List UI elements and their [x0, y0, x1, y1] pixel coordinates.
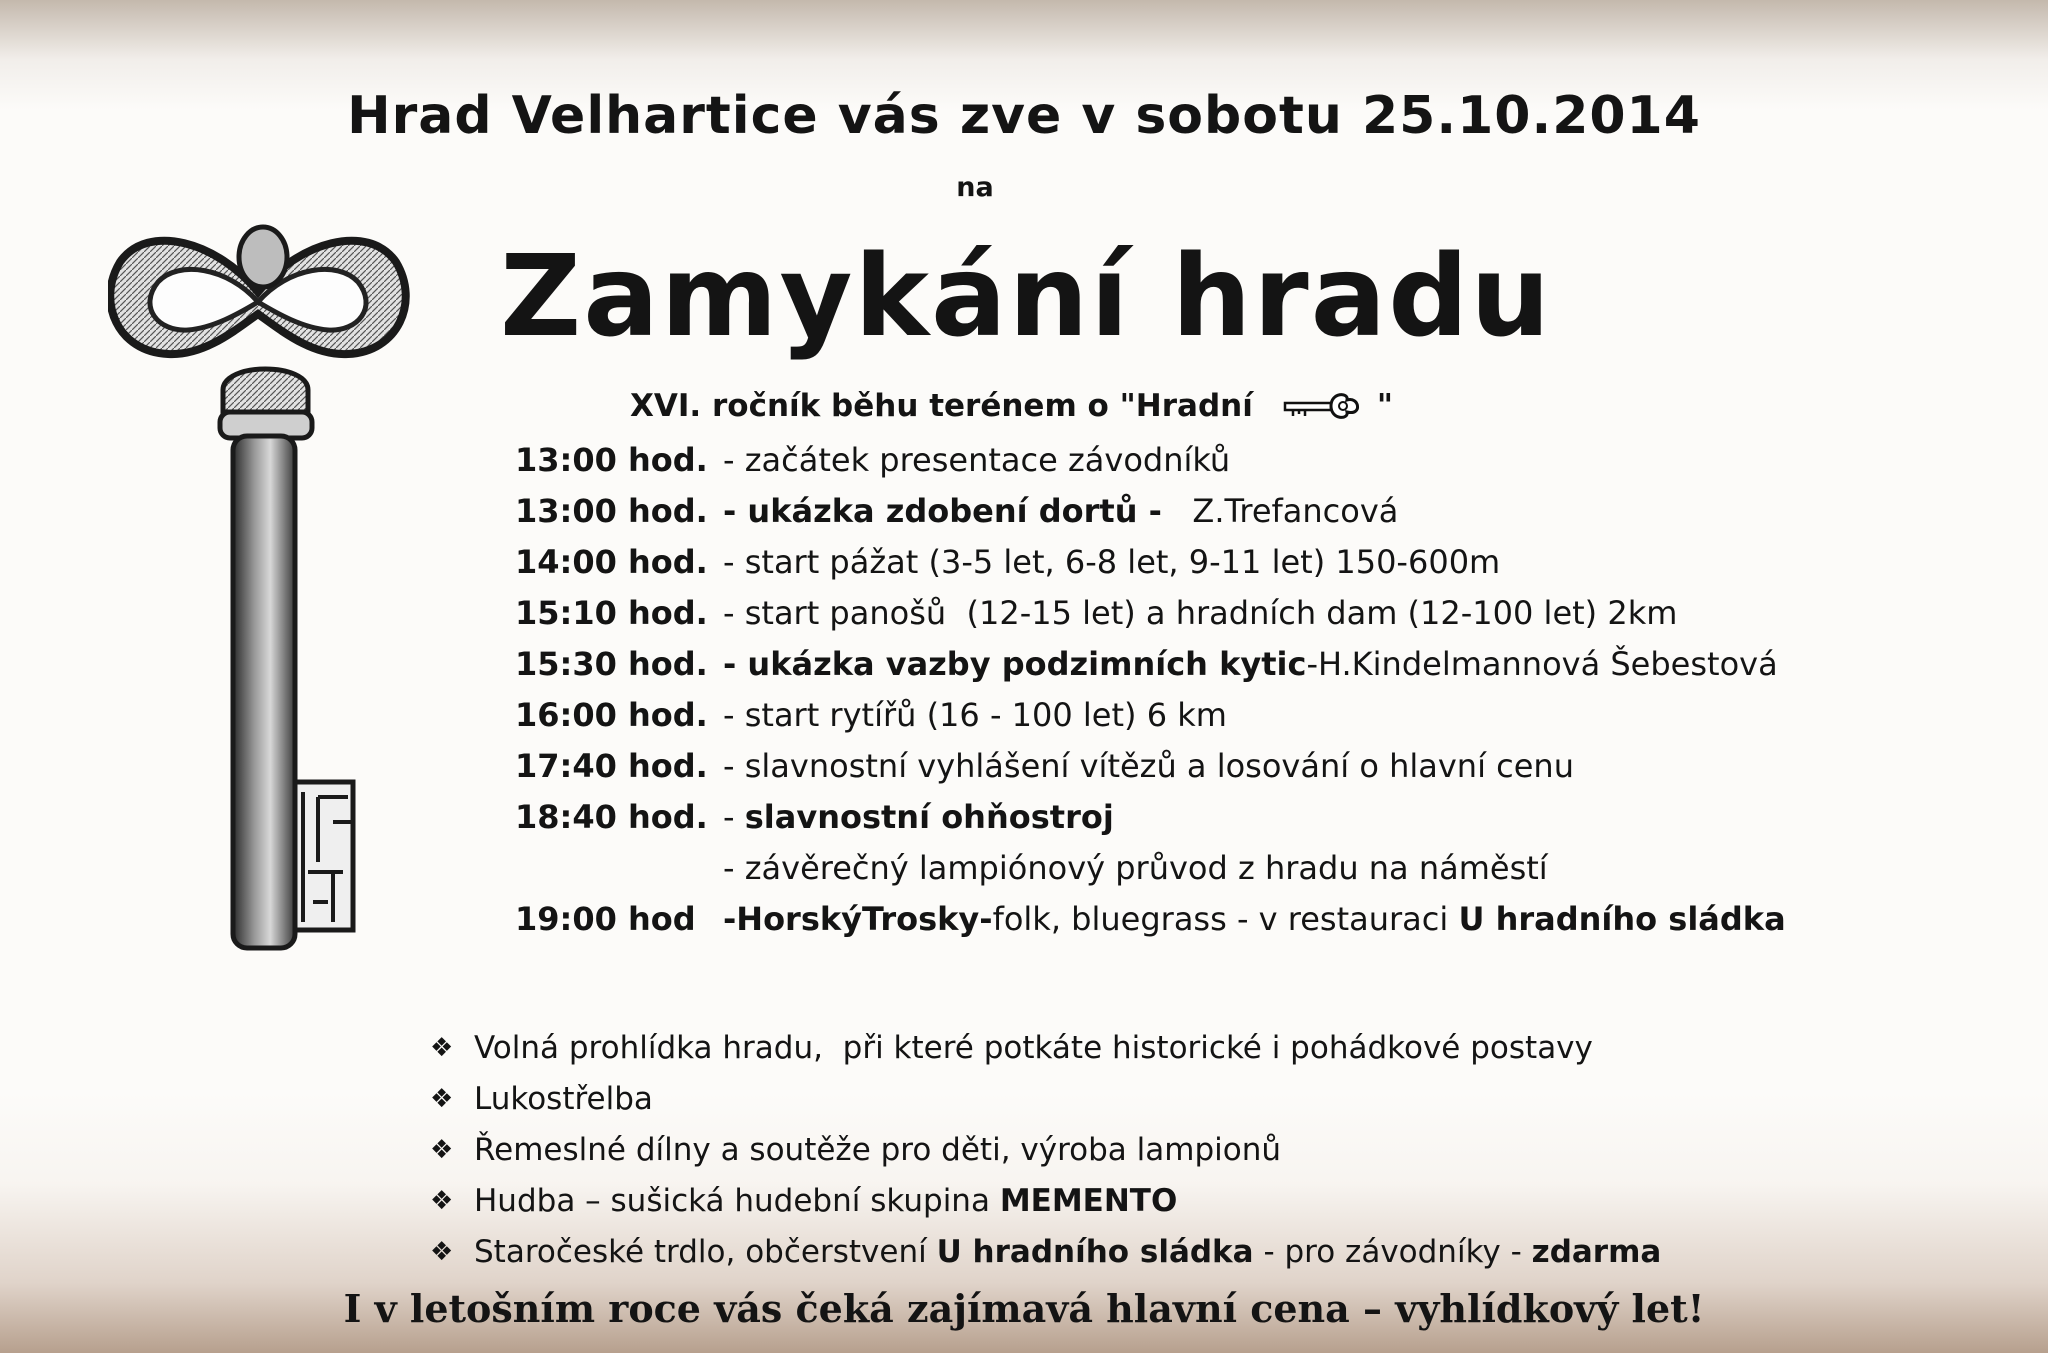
feature-text	[474, 1132, 1281, 1168]
schedule-description	[723, 696, 1227, 734]
text-segment: - start rytířů (16 - 100 let) 6 km	[723, 695, 1227, 734]
invitation-heading: Hrad Velhartice vás zve v sobotu 25.10.2014	[347, 86, 1701, 146]
text-segment: slavnostní ohňostroj	[744, 797, 1114, 836]
closing-announcement: I v letošním roce vás čeká zajímavá hlavní cena – vyhlídkový let!	[343, 1286, 1705, 1331]
schedule-row	[515, 638, 1786, 689]
schedule-description	[723, 543, 1500, 581]
text-segment: folk, bluegrass - v restauraci	[992, 899, 1459, 938]
schedule-description	[723, 645, 1778, 683]
schedule-row	[515, 434, 1786, 485]
schedule-row	[515, 842, 1786, 893]
text-segment: Volná prohlídka hradu, při které potkáte historické i pohádkové postavy	[474, 1029, 1593, 1066]
schedule-description	[723, 441, 1230, 479]
schedule-row	[515, 791, 1786, 842]
race-subtitle-text: XVI. ročník běhu terénem o "Hradní	[630, 388, 1253, 424]
race-subtitle	[630, 386, 1393, 426]
text-segment: - start panošů (12-15 let) a hradních dam (12-100 let) 2km	[723, 593, 1678, 632]
schedule-row	[515, 893, 1786, 944]
text-segment: - start pážat (3-5 let, 6-8 let, 9-11 let) 150-600m	[723, 542, 1501, 581]
feature-item	[430, 1226, 1661, 1277]
diamond-bullet-icon: ❖	[430, 1032, 454, 1063]
schedule-time: 13:00 hod.	[515, 440, 708, 479]
key-illustration	[108, 222, 428, 972]
text-segment: Staročeské trdlo, občerstvení	[474, 1233, 937, 1270]
text-segment: -HorskýTrosky-	[723, 899, 993, 938]
race-subtitle-quote: "	[1376, 388, 1393, 424]
schedule-description	[723, 492, 1398, 530]
schedule-time: 15:30 hod.	[515, 644, 708, 683]
text-segment: MEMENTO	[999, 1182, 1178, 1219]
connector-word: na	[956, 172, 994, 203]
diamond-bullet-icon: ❖	[430, 1083, 454, 1114]
schedule-list	[515, 434, 1786, 944]
text-segment: - ukázka vazby podzimních kytic	[723, 644, 1307, 683]
schedule-row	[515, 587, 1786, 638]
text-segment: zdarma	[1531, 1233, 1662, 1270]
feature-item	[430, 1175, 1661, 1226]
text-segment: - pro závodníky -	[1253, 1233, 1532, 1270]
schedule-description	[723, 594, 1677, 632]
schedule-time: 13:00 hod.	[515, 491, 708, 530]
schedule-description	[723, 798, 1114, 836]
text-segment: Lukostřelba	[474, 1080, 653, 1117]
text-segment: - slavnostní vyhlášení vítězů a losování o hlavní cenu	[723, 746, 1574, 785]
text-segment: U hradního sládka	[936, 1233, 1254, 1270]
feature-item	[430, 1022, 1661, 1073]
schedule-row	[515, 740, 1786, 791]
features-list	[430, 1022, 1661, 1277]
feature-item	[430, 1073, 1661, 1124]
schedule-time: 14:00 hod.	[515, 542, 708, 581]
feature-text	[474, 1081, 653, 1117]
schedule-time: 15:10 hod.	[515, 593, 708, 632]
feature-text	[474, 1030, 1593, 1066]
text-segment: Řemeslné dílny a soutěže pro děti, výroba lampionů	[474, 1131, 1282, 1168]
feature-text	[474, 1183, 1177, 1219]
diamond-bullet-icon: ❖	[430, 1134, 454, 1165]
schedule-time: 16:00 hod.	[515, 695, 708, 734]
diamond-bullet-icon: ❖	[430, 1185, 454, 1216]
text-segment: U hradního sládka	[1458, 899, 1786, 938]
schedule-description	[723, 747, 1574, 785]
schedule-row	[515, 536, 1786, 587]
text-segment: - ukázka zdobení dortů -	[723, 491, 1162, 530]
text-segment: -	[723, 797, 745, 836]
schedule-row	[515, 485, 1786, 536]
text-segment: - začátek presentace závodníků	[723, 440, 1231, 479]
feature-text	[474, 1234, 1661, 1270]
text-segment: Z.Trefancová	[1161, 491, 1399, 530]
text-segment: -H.Kindelmannová Šebestová	[1306, 644, 1778, 683]
diamond-bullet-icon: ❖	[430, 1236, 454, 1267]
schedule-description	[723, 849, 1548, 887]
schedule-description	[723, 900, 1786, 938]
key-icon	[1283, 386, 1363, 426]
schedule-time: 18:40 hod.	[515, 797, 708, 836]
text-segment: Hudba – sušická hudební skupina	[474, 1182, 1000, 1219]
event-title: Zamykání hradu	[500, 232, 1553, 362]
schedule-row	[515, 689, 1786, 740]
feature-item	[430, 1124, 1661, 1175]
schedule-time: 19:00 hod	[515, 899, 696, 938]
schedule-time: 17:40 hod.	[515, 746, 708, 785]
text-segment: - závěrečný lampiónový průvod z hradu na náměstí	[723, 848, 1548, 887]
